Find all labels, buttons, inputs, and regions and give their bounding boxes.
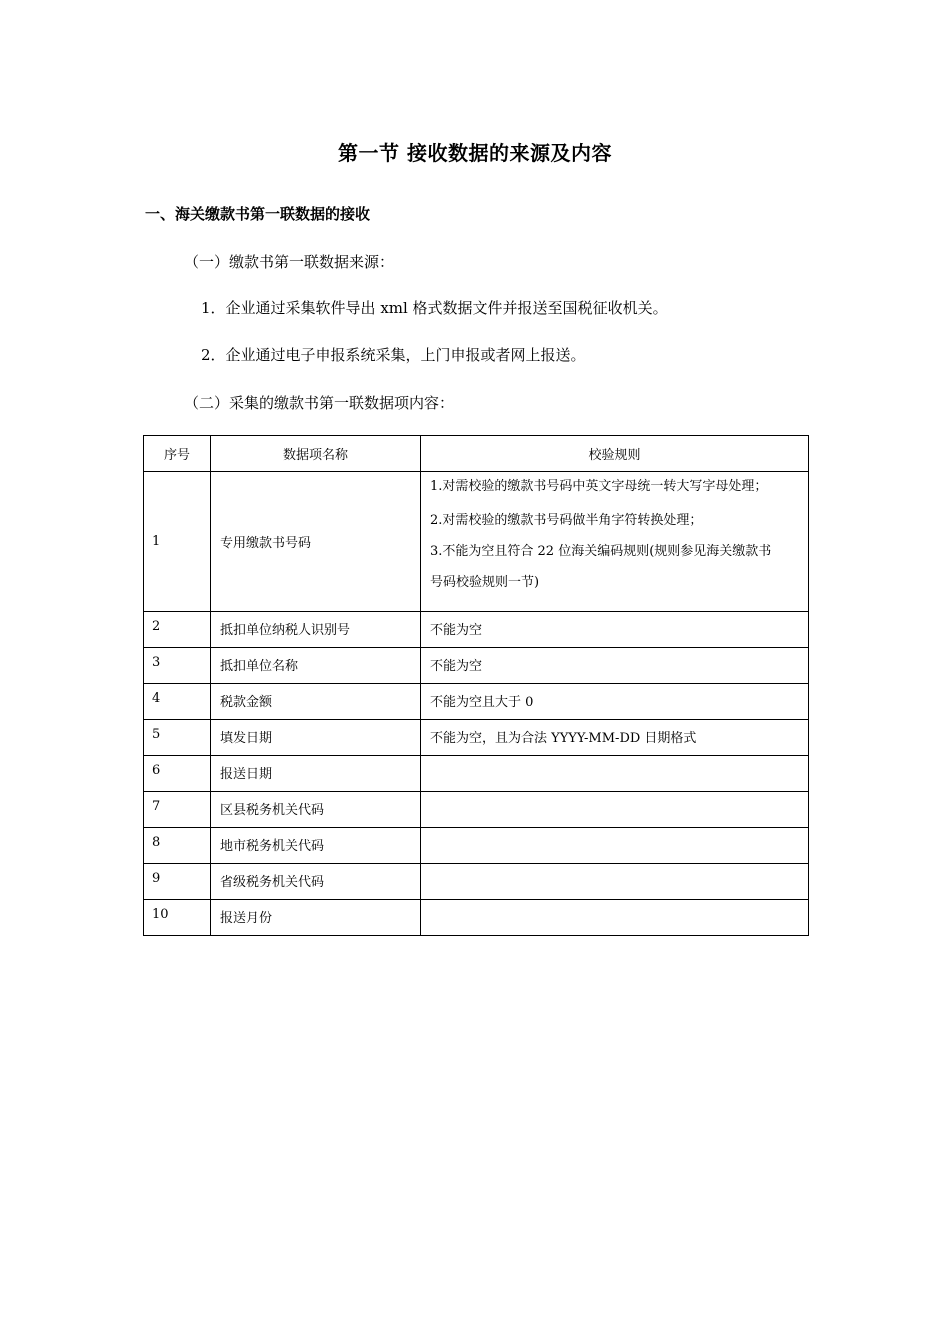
table-row <box>144 472 809 612</box>
row-name: 填发日期 <box>211 720 421 756</box>
rule-line: 3.不能为空且符合 22 位海关编码规则(规则参见海关缴款书 <box>430 544 772 559</box>
table-header-row <box>144 436 809 472</box>
row-name: 抵扣单位名称 <box>211 648 421 684</box>
row-no: 8 <box>144 828 211 864</box>
table-row <box>144 720 809 756</box>
page-title: 第一节 接收数据的来源及内容 <box>338 141 612 165</box>
row-rule <box>421 756 809 792</box>
row-rule: 不能为空 <box>421 612 809 648</box>
section-heading: 一、海关缴款书第一联数据的接收 <box>145 205 371 223</box>
row-no: 4 <box>144 684 211 720</box>
row-no: 1 <box>144 472 211 612</box>
row-rule <box>421 900 809 936</box>
table-row <box>144 756 809 792</box>
row-rule <box>421 864 809 900</box>
row-name: 地市税务机关代码 <box>211 828 421 864</box>
table-row <box>144 900 809 936</box>
table-row <box>144 828 809 864</box>
row-rule <box>421 792 809 828</box>
table-row <box>144 684 809 720</box>
row-no: 9 <box>144 864 211 900</box>
rule-line: 号码校验规则一节) <box>430 575 540 590</box>
data-items-table <box>143 435 809 936</box>
row-name: 区县税务机关代码 <box>211 792 421 828</box>
table-row <box>144 612 809 648</box>
table-row <box>144 792 809 828</box>
paragraph-source-item-1: 1．企业通过采集软件导出 xml 格式数据文件并报送至国税征收机关。 <box>201 299 668 317</box>
row-name: 抵扣单位纳税人识别号 <box>211 612 421 648</box>
table-row <box>144 864 809 900</box>
paragraph-data-items: （二）采集的缴款书第一联数据项内容： <box>184 394 455 412</box>
row-rule <box>421 472 809 612</box>
paragraph-source-item-2: 2．企业通过电子申报系统采集，上门申报或者网上报送。 <box>201 346 586 364</box>
paragraph-data-source: （一）缴款书第一联数据来源： <box>184 253 395 271</box>
row-name: 报送月份 <box>211 900 421 936</box>
header-no: 序号 <box>144 436 211 472</box>
row-no: 6 <box>144 756 211 792</box>
row-no: 5 <box>144 720 211 756</box>
rule-line: 1.对需校验的缴款书号码中英文字母统一转大写字母处理； <box>430 479 768 494</box>
row-name: 专用缴款书号码 <box>211 472 421 612</box>
row-name: 报送日期 <box>211 756 421 792</box>
table-row <box>144 648 809 684</box>
row-no: 7 <box>144 792 211 828</box>
rule-line: 2.对需校验的缴款书号码做半角字符转换处理； <box>430 513 703 528</box>
row-rule: 不能为空，且为合法 YYYY-MM-DD 日期格式 <box>421 720 809 756</box>
row-rule: 不能为空 <box>421 648 809 684</box>
row-rule: 不能为空且大于 0 <box>421 684 809 720</box>
row-name: 省级税务机关代码 <box>211 864 421 900</box>
row-rule <box>421 828 809 864</box>
row-name: 税款金额 <box>211 684 421 720</box>
header-name: 数据项名称 <box>211 436 421 472</box>
row-no: 2 <box>144 612 211 648</box>
row-no: 3 <box>144 648 211 684</box>
header-rule: 校验规则 <box>421 436 809 472</box>
row-no: 10 <box>144 900 211 936</box>
